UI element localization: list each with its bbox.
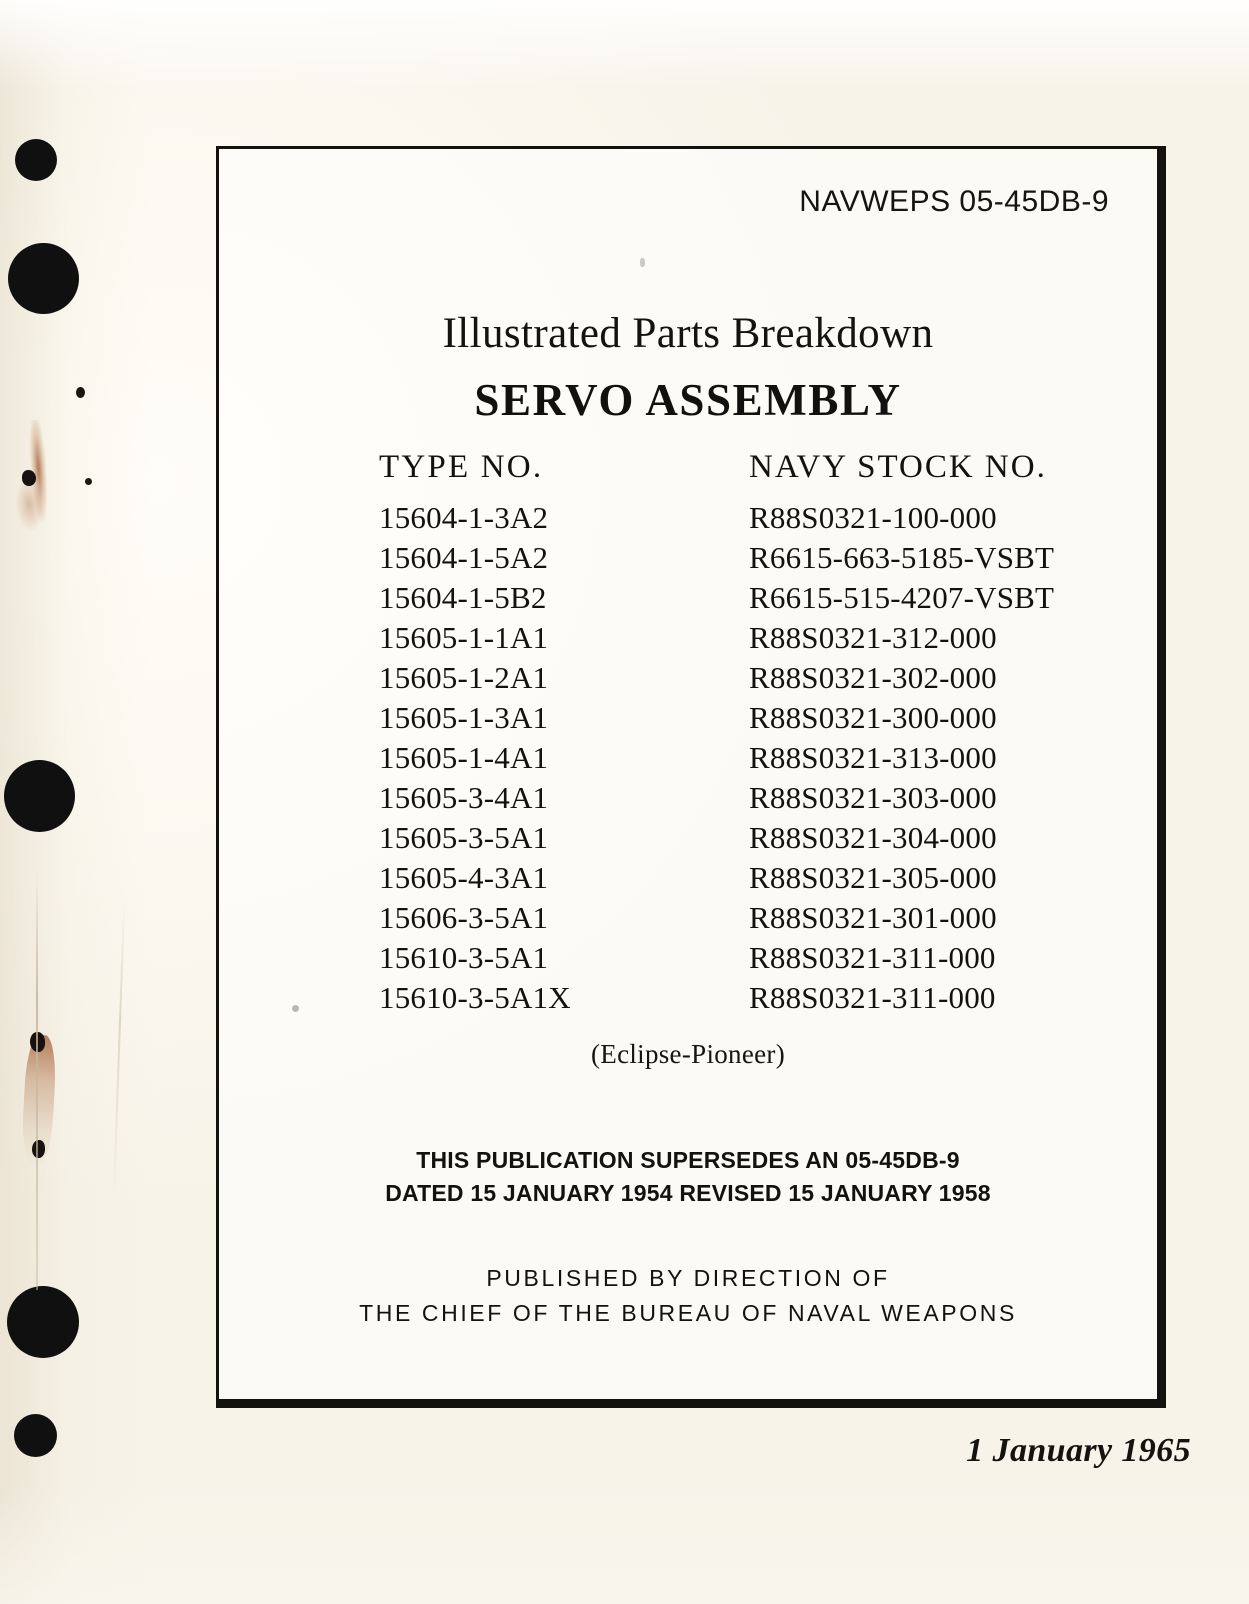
cell-type-no: 15610-3-5A1 [379, 940, 549, 975]
table-row [379, 580, 1119, 620]
table-row [379, 940, 1119, 980]
cell-stock-no: R88S0321-100-000 [749, 500, 997, 535]
cell-stock-no: R88S0321-311-000 [749, 940, 996, 975]
table-row [379, 620, 1119, 660]
table-row [379, 900, 1119, 940]
cell-stock-no: R88S0321-302-000 [749, 660, 997, 695]
cell-type-no: 15605-1-4A1 [379, 740, 549, 775]
column-header-stock-no: NAVY STOCK NO. [749, 449, 1047, 485]
cell-type-no: 15604-1-3A2 [379, 500, 549, 535]
cell-stock-no: R88S0321-301-000 [749, 900, 997, 935]
table-row [379, 500, 1119, 540]
table-row [379, 820, 1119, 860]
cell-type-no: 15605-3-4A1 [379, 780, 549, 815]
table-body [379, 500, 1119, 1020]
table-header-row [379, 449, 1119, 500]
document-number: NAVWEPS 05-45DB-9 [799, 185, 1109, 218]
cell-type-no: 15604-1-5B2 [379, 580, 547, 615]
binder-hole-punch [15, 139, 57, 181]
supersedes-line-2: DATED 15 JANUARY 1954 REVISED 15 JANUARY 1958 [385, 1179, 991, 1206]
cell-type-no: 15605-1-1A1 [379, 620, 549, 655]
title-block [219, 309, 1157, 426]
cell-type-no: 15605-4-3A1 [379, 860, 549, 895]
binder-hole-punch [4, 760, 75, 832]
cell-stock-no: R6615-663-5185-VSBT [749, 540, 1055, 575]
published-line-1: PUBLISHED BY DIRECTION OF [486, 1265, 890, 1291]
cell-stock-no: R88S0321-312-000 [749, 620, 997, 655]
cell-stock-no: R6615-515-4207-VSBT [749, 580, 1055, 615]
cell-type-no: 15604-1-5A2 [379, 540, 549, 575]
supersedes-line-1: THIS PUBLICATION SUPERSEDES AN 05-45DB-9 [416, 1147, 960, 1173]
cell-stock-no: R88S0321-303-000 [749, 780, 997, 815]
cell-stock-no: R88S0321-304-000 [749, 820, 997, 855]
column-header-type-no: TYPE NO. [379, 449, 544, 485]
paper-shading-top [0, 0, 1249, 90]
table-row [379, 660, 1119, 700]
page-subtitle: SERVO ASSEMBLY [474, 375, 902, 425]
published-line-2: THE CHIEF OF THE BUREAU OF NAVAL WEAPONS [359, 1299, 1017, 1326]
cell-stock-no: R88S0321-300-000 [749, 700, 997, 735]
cell-type-no: 15610-3-5A1X [379, 980, 571, 1015]
publisher-block [219, 1261, 1157, 1330]
paper-shading-bottom [0, 1484, 1249, 1604]
cell-stock-no: R88S0321-305-000 [749, 860, 997, 895]
cell-stock-no: R88S0321-311-000 [749, 980, 996, 1015]
table-row [379, 700, 1119, 740]
page-content [219, 149, 1157, 1399]
cell-type-no: 15605-3-5A1 [379, 820, 549, 855]
binder-hole-punch [8, 243, 79, 314]
cell-type-no: 15605-1-3A1 [379, 700, 549, 735]
paper-crease [36, 870, 38, 1290]
parts-table [379, 449, 1119, 1020]
manufacturer-name: (Eclipse-Pioneer) [590, 1039, 786, 1069]
supersedes-notice [219, 1144, 1157, 1209]
binder-hole-punch [14, 1414, 57, 1457]
issue-date: 1 January 1965 [966, 1432, 1191, 1469]
cell-type-no: 15605-1-2A1 [379, 660, 549, 695]
table-row [379, 780, 1119, 820]
binder-hole-punch [7, 1286, 79, 1358]
table-row [379, 740, 1119, 780]
table-row [379, 860, 1119, 900]
table-row [379, 980, 1119, 1020]
cell-stock-no: R88S0321-313-000 [749, 740, 997, 775]
page-title: Illustrated Parts Breakdown [442, 310, 934, 357]
table-row [379, 540, 1119, 580]
page-border-frame [216, 146, 1166, 1408]
cell-type-no: 15606-3-5A1 [379, 900, 549, 935]
